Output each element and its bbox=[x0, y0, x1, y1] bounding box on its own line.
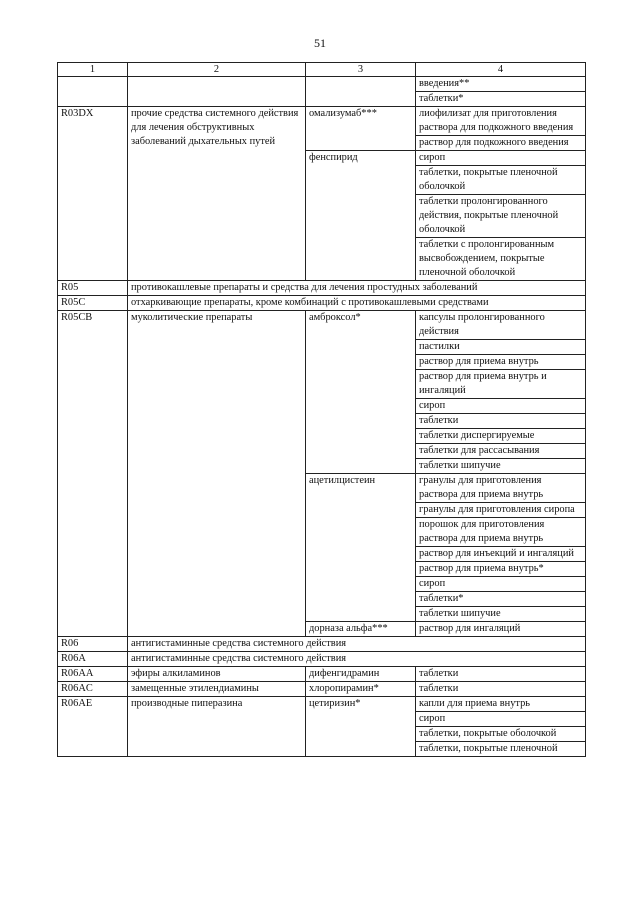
drug-cell: дифенгидрамин bbox=[306, 667, 416, 682]
header-row bbox=[58, 63, 586, 77]
table-row bbox=[58, 682, 586, 697]
form-cell: таблетки bbox=[416, 667, 586, 682]
code-cell: R06AE bbox=[58, 697, 128, 757]
drug-cell bbox=[306, 77, 416, 107]
form-cell: сироп bbox=[416, 712, 586, 727]
group-cell: муколитические препараты bbox=[128, 311, 306, 637]
drug-table bbox=[57, 62, 586, 757]
table-row bbox=[58, 296, 586, 311]
group-cell: эфиры алкиламинов bbox=[128, 667, 306, 682]
column-header: 3 bbox=[306, 63, 416, 77]
code-cell bbox=[58, 77, 128, 107]
drug-cell: амброксол* bbox=[306, 311, 416, 474]
group-cell: замещенные этилендиамины bbox=[128, 682, 306, 697]
table-row bbox=[58, 637, 586, 652]
form-cell: порошок для приготовления раствора для приема внутрь bbox=[416, 518, 586, 547]
code-cell: R06A bbox=[58, 652, 128, 667]
column-header: 1 bbox=[58, 63, 128, 77]
table-row bbox=[58, 652, 586, 667]
form-cell: таблетки шипучие bbox=[416, 459, 586, 474]
page-number: 51 bbox=[314, 36, 326, 50]
drug-cell: фенспирид bbox=[306, 151, 416, 281]
form-cell: раствор для приема внутрь и ингаляций bbox=[416, 370, 586, 399]
form-cell: таблетки, покрытые пленочной bbox=[416, 742, 586, 757]
table-row bbox=[58, 697, 586, 712]
table-row bbox=[58, 667, 586, 682]
drug-cell: хлоропирамин* bbox=[306, 682, 416, 697]
form-cell: раствор для ингаляций bbox=[416, 622, 586, 637]
form-cell: гранулы для приготовления сиропа bbox=[416, 503, 586, 518]
table-row bbox=[58, 311, 586, 340]
form-cell: таблетки* bbox=[416, 592, 586, 607]
code-cell: R06 bbox=[58, 637, 128, 652]
form-cell: раствор для подкожного введения bbox=[416, 136, 586, 151]
table-row bbox=[58, 77, 586, 92]
form-cell: капли для приема внутрь bbox=[416, 697, 586, 712]
form-cell: лиофилизат для приготовления раствора для подкожного введения bbox=[416, 107, 586, 136]
group-cell: антигистаминные средства системного действия bbox=[128, 652, 586, 667]
group-cell: производные пиперазина bbox=[128, 697, 306, 757]
group-cell: противокашлевые препараты и средства для лечения простудных заболеваний bbox=[128, 281, 586, 296]
drug-cell: цетиризин* bbox=[306, 697, 416, 757]
form-cell: сироп bbox=[416, 151, 586, 166]
form-cell: сироп bbox=[416, 577, 586, 592]
drug-cell: омализумаб*** bbox=[306, 107, 416, 151]
drug-cell: ацетилцистеин bbox=[306, 474, 416, 622]
form-cell: таблетки шипучие bbox=[416, 607, 586, 622]
form-cell: таблетки, покрытые пленочной оболочкой bbox=[416, 166, 586, 195]
code-cell: R03DX bbox=[58, 107, 128, 281]
code-cell: R05C bbox=[58, 296, 128, 311]
group-cell: антигистаминные средства системного действия bbox=[128, 637, 586, 652]
form-cell: раствор для инъекций и ингаляций bbox=[416, 547, 586, 562]
form-cell: таблетки bbox=[416, 682, 586, 697]
form-cell: раствор для приема внутрь* bbox=[416, 562, 586, 577]
code-cell: R05CB bbox=[58, 311, 128, 637]
form-cell: таблетки bbox=[416, 414, 586, 429]
group-cell: прочие средства системного действия для лечения обструктивных заболеваний дыхательных путей bbox=[128, 107, 306, 281]
form-cell: пастилки bbox=[416, 340, 586, 355]
drug-cell: дорназа альфа*** bbox=[306, 622, 416, 637]
form-cell: таблетки с пролонгированным высвобождением, покрытые пленочной оболочкой bbox=[416, 238, 586, 281]
group-cell: отхаркивающие препараты, кроме комбинаций с противокашлевыми средствами bbox=[128, 296, 586, 311]
group-cell bbox=[128, 77, 306, 107]
form-cell: таблетки для рассасывания bbox=[416, 444, 586, 459]
table-row bbox=[58, 281, 586, 296]
form-cell: раствор для приема внутрь bbox=[416, 355, 586, 370]
form-cell: введения** bbox=[416, 77, 586, 92]
code-cell: R05 bbox=[58, 281, 128, 296]
form-cell: таблетки* bbox=[416, 92, 586, 107]
form-cell: капсулы пролонгированного действия bbox=[416, 311, 586, 340]
form-cell: сироп bbox=[416, 399, 586, 414]
column-header: 2 bbox=[128, 63, 306, 77]
code-cell: R06AA bbox=[58, 667, 128, 682]
form-cell: таблетки, покрытые оболочкой bbox=[416, 727, 586, 742]
table-row bbox=[58, 107, 586, 136]
code-cell: R06AC bbox=[58, 682, 128, 697]
column-header: 4 bbox=[416, 63, 586, 77]
form-cell: таблетки диспергируемые bbox=[416, 429, 586, 444]
form-cell: таблетки пролонгированного действия, покрытые пленочной оболочкой bbox=[416, 195, 586, 238]
form-cell: гранулы для приготовления раствора для приема внутрь bbox=[416, 474, 586, 503]
